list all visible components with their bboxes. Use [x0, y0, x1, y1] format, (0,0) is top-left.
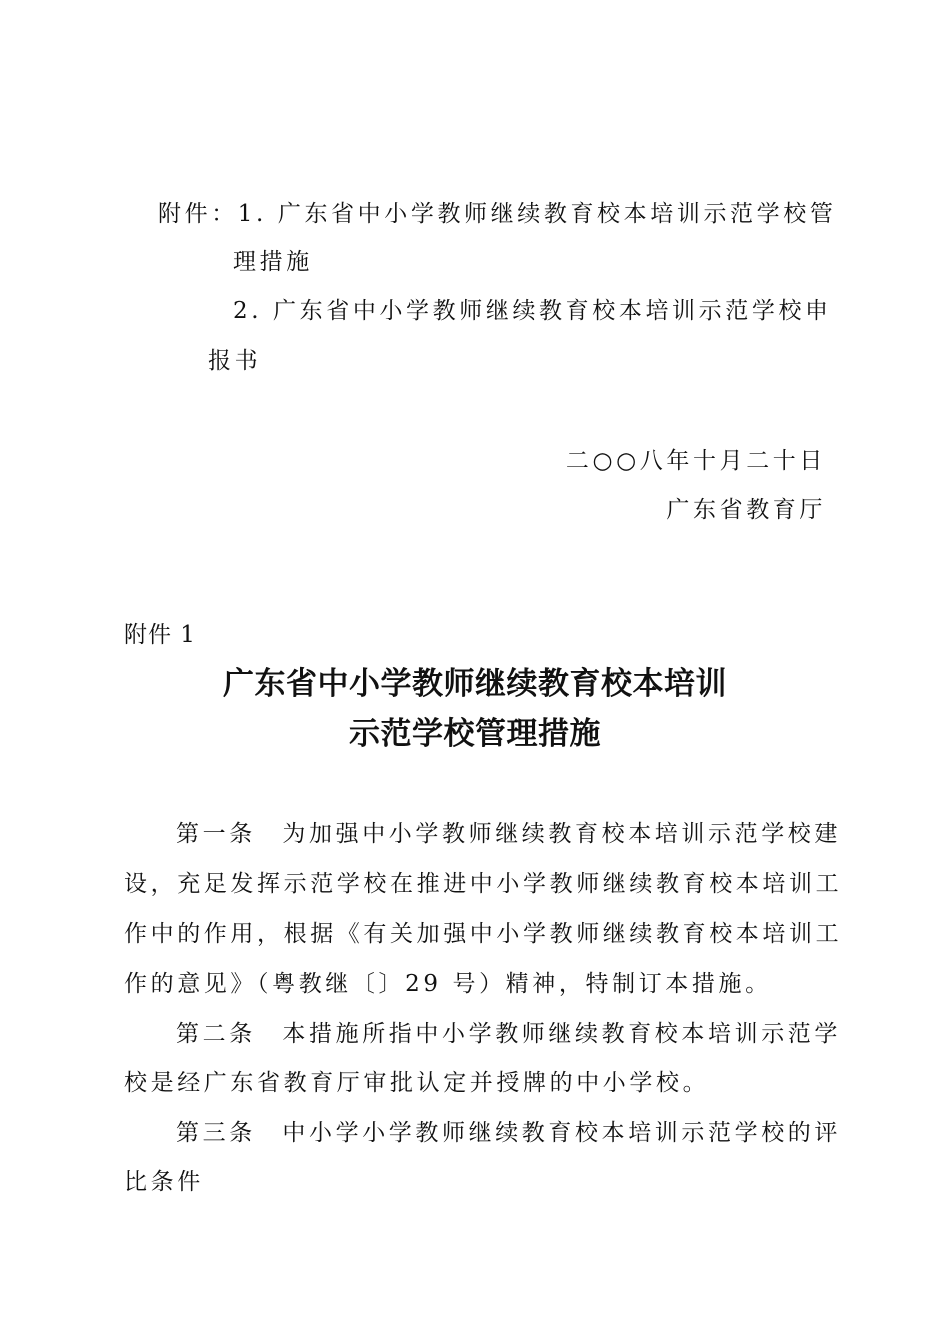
attachment-list-item1-line1: 附件：1. 广东省中小学教师继续教育校本培训示范学校管 [158, 201, 837, 227]
document-title-line1: 广东省中小学教师继续教育校本培训 [223, 666, 727, 702]
article1-line3: 作中的作用，根据《有关加强中小学教师继续教育校本培训工 [124, 921, 843, 947]
article2-line2: 校是经广东省教育厅审批认定并授牌的中小学校。 [124, 1070, 710, 1096]
document-title-line2: 示范学校管理措施 [349, 716, 601, 752]
article1-line1: 第一条 为加强中小学教师继续教育校本培训示范学校建 [176, 821, 841, 847]
issuing-authority: 广东省教育厅 [666, 497, 826, 523]
article3-line1: 第三条 中小学小学教师继续教育校本培训示范学校的评 [176, 1120, 841, 1146]
attachment-label: 附件 1 [124, 622, 196, 648]
attachment-list-item1-line2: 理措施 [233, 249, 313, 275]
article3-line2: 比条件 [124, 1169, 204, 1195]
article1-line4: 作的意见》（粤教继〔〕29 号）精神，特制订本措施。 [124, 971, 772, 997]
article1-line2: 设，充足发挥示范学校在推进中小学教师继续教育校本培训工 [124, 871, 843, 897]
article2-line1: 第二条 本措施所指中小学教师继续教育校本培训示范学 [176, 1021, 841, 1047]
attachment-list-item2-line1: 2. 广东省中小学教师继续教育校本培训示范学校申 [233, 298, 832, 324]
attachment-list-item2-line2: 报书 [208, 348, 262, 374]
issue-date: 二○○八年十月二十日 [565, 448, 826, 474]
